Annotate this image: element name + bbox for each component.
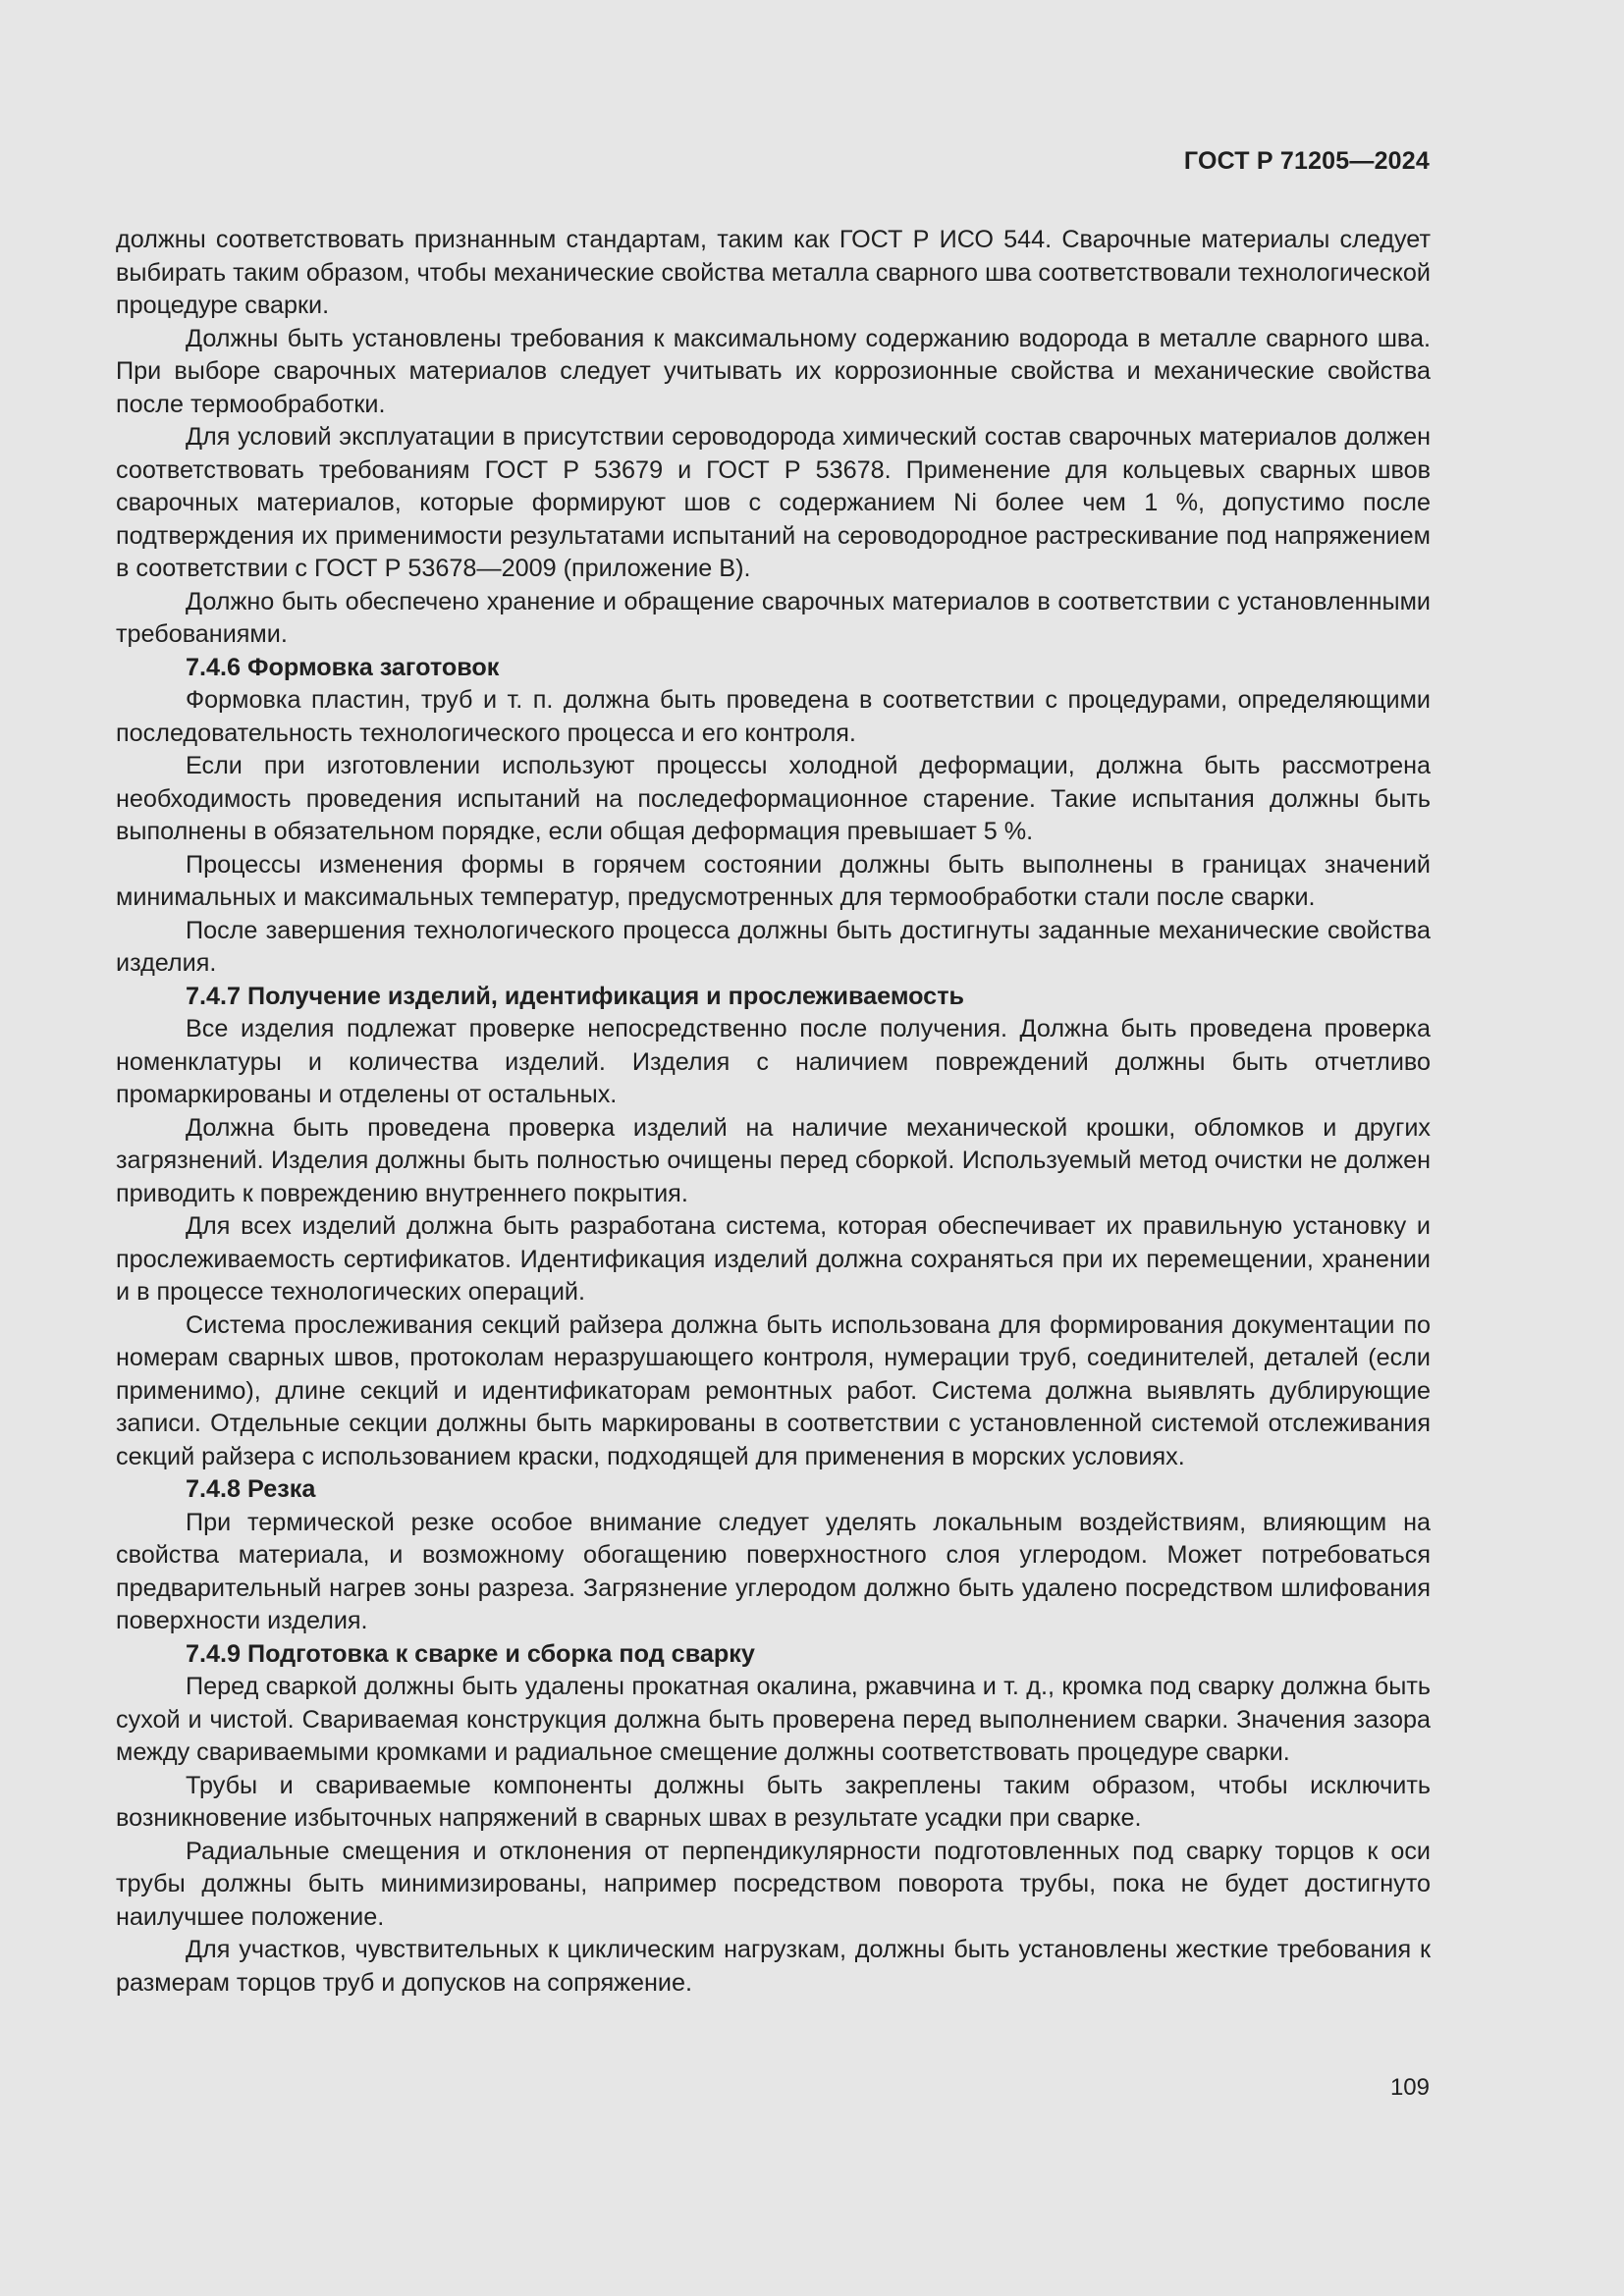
paragraph: Перед сваркой должны быть удалены прокатная окалина, ржавчина и т. д., кромка под сварку должна быть сухой и чистой. Свариваемая конструкция должна быть проверена перед выполнением сварки. Значения зазора между свариваемыми кромками и радиальное смещение должны соответствовать процедуре сварки.: [116, 1673, 1431, 1766]
paragraph: Для участков, чувствительных к циклическим нагрузкам, должны быть установлены жесткие требования к размерам торцов труб и допусков на сопряжение.: [116, 1936, 1431, 1997]
page-number: 109: [1389, 2074, 1430, 2101]
paragraph: Трубы и свариваемые компоненты должны быть закреплены таким образом, чтобы исключить возникновение избыточных напряжений в сварных швах в результате усадки при сварке.: [116, 1771, 1431, 1832]
paragraph: Процессы изменения формы в горячем состоянии должны быть выполнены в границах значений минимальных и максимальных температур, предусмотренных для термообработки стали после сварки.: [116, 850, 1431, 911]
section-heading: 7.4.7 Получение изделий, идентификация и прослеживаемость: [186, 982, 965, 1010]
paragraph: Для условий эксплуатации в присутствии сероводорода химический состав сварочных материалов должен соответствовать требованиям ГОСТ Р 53679 и ГОСТ Р 53678. Применение для кольцевых сварных швов сварочных материалов, которые формируют шов с содержанием Ni более чем 1 %, допустимо после подтверждения их применимости результатами испытаний на сероводородное растрескивание под напряжением в соответствии с ГОСТ Р 53678—2009 (приложение В).: [116, 423, 1431, 582]
section-heading: 7.4.8 Резка: [186, 1475, 316, 1503]
document-id-header: ГОСТ Р 71205—2024: [1183, 147, 1430, 175]
paragraph: Все изделия подлежат проверке непосредственно после получения. Должна быть проведена проверка номенклатуры и количества изделий. Изделия с наличием повреждений должны быть отчетливо промаркированы и отделены от остальных.: [116, 1015, 1431, 1108]
section-heading: 7.4.9 Подготовка к сварке и сборка под сварку: [186, 1639, 755, 1668]
paragraph: должны соответствовать признанным стандартам, таким как ГОСТ Р ИСО 544. Сварочные материалы следует выбирать таким образом, чтобы механические свойства металла сварного шва соответствовали технологической процедуре сварки.: [116, 226, 1431, 319]
paragraph: После завершения технологического процесса должны быть достигнуты заданные механические свойства изделия.: [116, 916, 1431, 977]
paragraph: Должны быть установлены требования к максимальному содержанию водорода в металле сварного шва. При выборе сварочных материалов следует учитывать их коррозионные свойства и механические свойства после термообработки.: [116, 324, 1431, 418]
paragraph: Система прослеживания секций райзера должна быть использована для формирования документации по номерам сварных швов, протоколам неразрушающего контроля, нумерации труб, соединителей, деталей (если применимо), длине секций и идентификаторам ремонтных работ. Система должна выявлять дублирующие записи. Отдельные секции должны быть маркированы в соответствии с установленной системой отслеживания секций райзера с использованием краски, подходящей для применения в морских условиях.: [116, 1310, 1431, 1470]
paragraph: Радиальные смещения и отклонения от перпендикулярности подготовленных под сварку торцов к оси трубы должны быть минимизированы, например посредством поворота трубы, пока не будет достигнуто наилучшее положение.: [116, 1837, 1431, 1931]
paragraph: Если при изготовлении используют процессы холодной деформации, должна быть рассмотрена необходимость проведения испытаний на последеформационное старение. Такие испытания должны быть выполнены в обязательном порядке, если общая деформация превышает 5 %.: [116, 752, 1431, 845]
section-heading: 7.4.6 Формовка заготовок: [186, 653, 500, 681]
paragraph: Должно быть обеспечено хранение и обращение сварочных материалов в соответствии с установленными требованиями.: [116, 587, 1431, 648]
paragraph: При термической резке особое внимание следует уделять локальным воздействиям, влияющим на свойства материала, и возможному обогащению поверхностного слоя углеродом. Может потребоваться предварительный нагрев зоны разреза. Загрязнение углеродом должно быть удалено посредством шлифования поверхности изделия.: [116, 1508, 1431, 1634]
document-body: [116, 224, 1431, 2000]
paragraph: Формовка пластин, труб и т. п. должна быть проведена в соответствии с процедурами, определяющими последовательность технологического процесса и его контроля.: [116, 686, 1431, 747]
paragraph: Для всех изделий должна быть разработана система, которая обеспечивает их правильную установку и прослеживаемость сертификатов. Идентификация изделий должна сохраняться при их перемещении, хранении и в процессе технологических операций.: [116, 1212, 1431, 1306]
paragraph: Должна быть проведена проверка изделий на наличие механической крошки, обломков и других загрязнений. Изделия должны быть полностью очищены перед сборкой. Используемый метод очистки не должен приводить к повреждению внутреннего покрытия.: [116, 1113, 1431, 1207]
